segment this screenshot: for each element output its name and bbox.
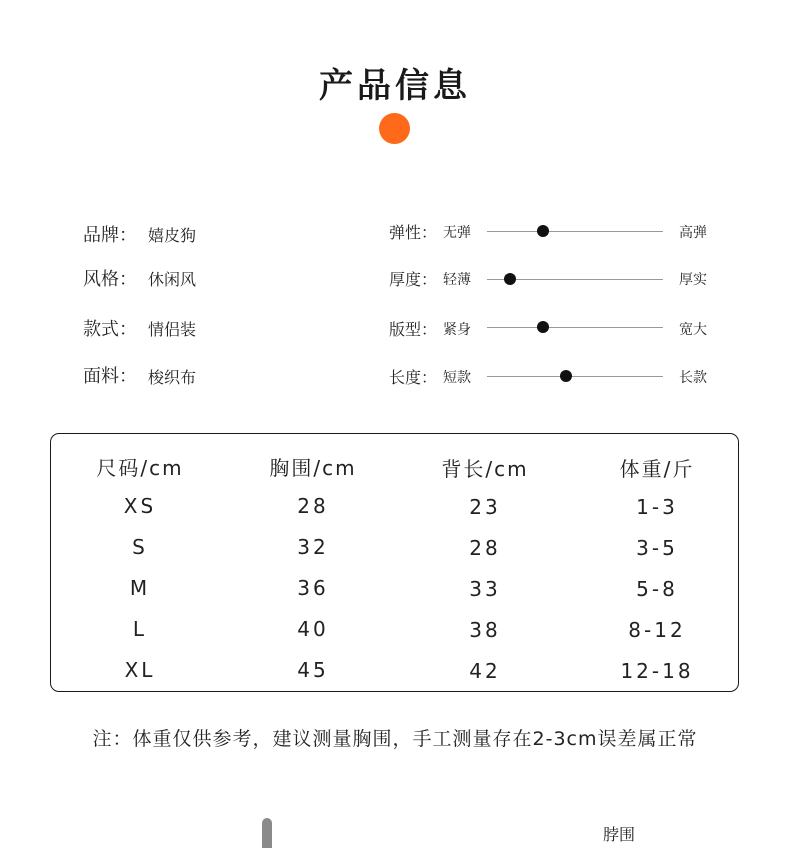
size-header: 背长/cm — [441, 457, 529, 481]
spec-value-style: 休闲风 — [148, 270, 197, 289]
neck-label: 脖围 — [603, 825, 636, 844]
size-cell: XL — [124, 658, 156, 682]
scale-knob — [560, 370, 572, 382]
size-cell: L — [132, 617, 148, 641]
scale-low-label: 轻薄 — [443, 272, 471, 288]
page-title: 产品信息 — [319, 66, 471, 106]
size-cell: 42 — [469, 659, 501, 683]
size-cell: 3-5 — [636, 536, 678, 560]
scale-label: 弹性： — [389, 223, 438, 242]
size-header: 尺码/cm — [96, 456, 184, 480]
garment-illustration — [262, 818, 272, 848]
scale-high-label: 高弹 — [679, 225, 707, 241]
scale-track — [487, 231, 663, 232]
size-cell: 28 — [469, 536, 501, 560]
spec-value-fabric: 梭织布 — [148, 368, 197, 387]
size-cell: S — [132, 535, 148, 559]
size-cell: 36 — [297, 576, 329, 600]
spec-value-brand: 嬉皮狗 — [148, 226, 197, 245]
size-cell: 8-12 — [628, 618, 686, 642]
scale-track — [487, 327, 663, 328]
scale-knob — [504, 273, 516, 285]
scale-knob — [537, 225, 549, 237]
size-cell: M — [129, 576, 151, 600]
scale-label: 长度： — [389, 368, 438, 387]
size-cell: 23 — [469, 495, 501, 519]
size-cell: 5-8 — [636, 577, 678, 601]
size-cell: XS — [123, 494, 157, 518]
size-cell: 40 — [297, 617, 329, 641]
spec-label-brand: 品牌： — [83, 225, 137, 246]
scale-knob — [537, 321, 549, 333]
spec-label-design: 款式： — [83, 319, 137, 340]
scale-high-label: 厚实 — [679, 272, 707, 288]
spec-label-style: 风格： — [83, 269, 137, 290]
scale-low-label: 紧身 — [443, 322, 471, 338]
size-header: 胸围/cm — [269, 456, 357, 480]
size-note: 注：体重仅供参考，建议测量胸围，手工测量存在2-3cm误差属正常 — [92, 728, 698, 750]
size-cell: 33 — [469, 577, 501, 601]
spec-value-design: 情侣装 — [148, 320, 197, 339]
scale-low-label: 无弹 — [443, 225, 471, 241]
size-cell: 28 — [297, 494, 329, 518]
size-header: 体重/斤 — [619, 457, 695, 481]
scale-high-label: 长款 — [679, 370, 707, 386]
scale-high-label: 宽大 — [679, 322, 707, 338]
size-cell: 1-3 — [636, 495, 678, 519]
size-cell: 45 — [297, 658, 329, 682]
size-cell: 32 — [297, 535, 329, 559]
scale-low-label: 短款 — [443, 370, 471, 386]
spec-label-fabric: 面料： — [83, 366, 137, 387]
accent-dot — [379, 113, 410, 144]
size-cell: 12-18 — [620, 659, 694, 683]
size-cell: 38 — [469, 618, 501, 642]
scale-label: 版型： — [389, 320, 438, 339]
scale-label: 厚度： — [389, 270, 438, 289]
scale-track — [487, 376, 663, 377]
